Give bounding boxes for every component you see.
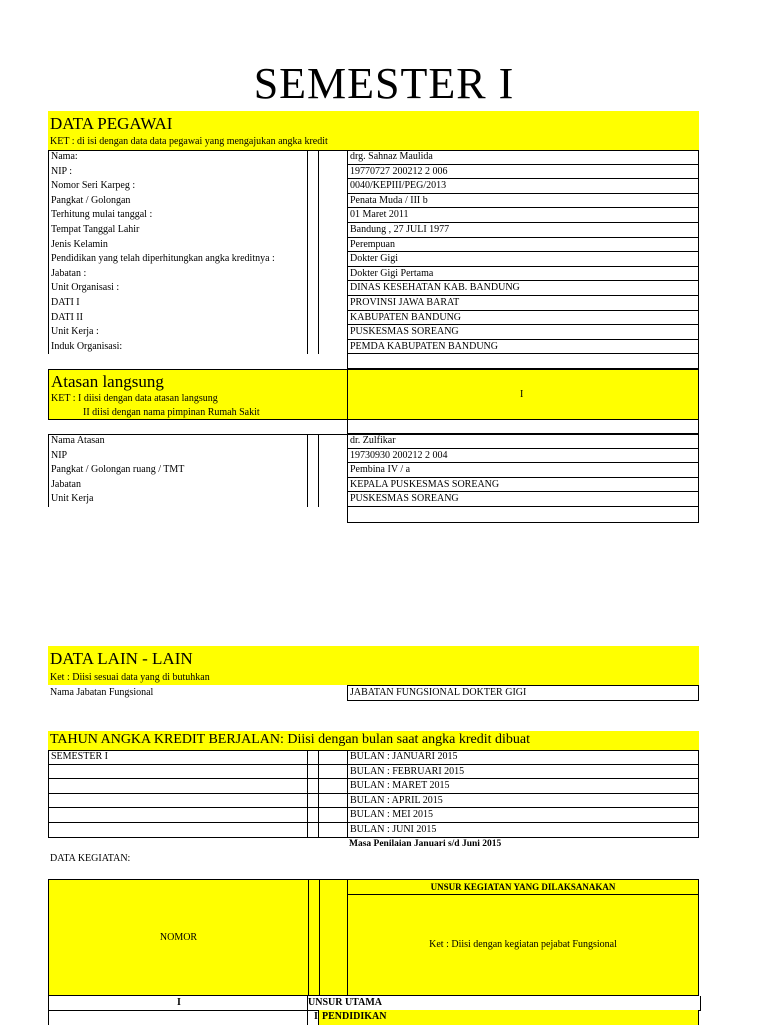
pegawai-label: Nama: [48,150,307,165]
pegawai-value: Dokter Gigi Pertama [347,267,699,282]
tahun-label [48,808,307,823]
atasan-label: NIP [48,449,307,464]
tahun-value: BULAN : MEI 2015 [347,808,699,823]
tahun-spacer-b [318,823,348,838]
pegawai-value: Perempuan [347,238,699,253]
pegawai-value: 0040/KEPIII/PEG/2013 [347,179,699,194]
atasan-spacer-b [318,478,348,493]
pendidikan-text: PENDIDIKAN [318,1010,699,1025]
tahun-row [48,823,699,838]
pegawai-spacer-b [318,267,348,282]
pegawai-value: PEMDA KABUPATEN BANDUNG [347,340,699,355]
pendidikan-no: I [307,1010,318,1025]
tahun-spacer-b [318,750,348,765]
pegawai-row [48,311,699,326]
kegiatan-divider-2 [319,880,320,995]
pegawai-value: KABUPATEN BANDUNG [347,311,699,326]
pegawai-row [48,281,699,296]
tahun-spacer-b [318,794,348,809]
tahun-spacer-b [318,765,348,780]
unsur-header: UNSUR KEGIATAN YANG DILAKSANAKAN [430,882,616,892]
pegawai-spacer-b [318,238,348,253]
pegawai-label: Pangkat / Golongan [48,194,307,209]
tahun-value: BULAN : JANUARI 2015 [347,750,699,765]
atasan-value: dr. Zulfikar [347,434,699,449]
data-lain-label: Nama Jabatan Fungsional [50,687,154,698]
pegawai-row [48,223,699,238]
pegawai-value: PROVINSI JAWA BARAT [347,296,699,311]
atasan-row [48,449,699,464]
data-pegawai-ket: KET : di isi dengan data data pegawai yang mengajukan angka kredit [50,136,328,147]
pegawai-spacer-b [318,208,348,223]
pegawai-label: Jenis Kelamin [48,238,307,253]
atasan-spacer-b [318,434,348,449]
atasan-band [48,369,699,420]
data-lain-ket: Ket : Diisi sesuai data yang di butuhkan [50,672,210,683]
pegawai-label: NIP : [48,165,307,180]
atasan-ket-line1: KET : I diisi dengan data atasan langsung [51,393,218,404]
atasan-ket-line2: II diisi dengan nama pimpinan Rumah Sakit [83,407,260,418]
atasan-label: Jabatan [48,478,307,493]
kegiatan-divider-1 [308,880,309,995]
atasan-row [48,434,699,449]
pegawai-extra-cell [347,354,699,369]
atasan-row [48,478,699,493]
pegawai-row [48,238,699,253]
atasan-label: Nama Atasan [48,434,307,449]
unsur-utama-no: I [48,996,307,1011]
pegawai-row [48,194,699,209]
tahun-row [48,765,699,780]
pegawai-spacer-b [318,325,348,340]
pendidikan-row [48,1010,699,1025]
pegawai-label: Terhitung mulai tanggal : [48,208,307,223]
pegawai-spacer-b [318,165,348,180]
pegawai-label: Nomor Seri Karpeg : [48,179,307,194]
atasan-row [48,492,699,507]
pegawai-row [48,165,699,180]
pegawai-label: Induk Organisasi: [48,340,307,355]
pegawai-row [48,179,699,194]
atasan-header: Atasan langsung [51,372,164,391]
pegawai-label: Unit Kerja : [48,325,307,340]
atasan-value: 19730930 200212 2 004 [347,449,699,464]
unsur-utama-row [48,996,699,1011]
atasan-extra-cell [347,507,699,523]
tahun-spacer-b [318,779,348,794]
tahun-value: BULAN : MARET 2015 [347,779,699,794]
kegiatan-ket: Ket : Diisi dengan kegiatan pejabat Fungsional [429,939,617,950]
tahun-row [48,750,699,765]
pegawai-value: Bandung , 27 JULI 1977 [347,223,699,238]
pegawai-spacer-b [318,340,348,355]
atasan-divider [347,369,348,420]
tahun-value: BULAN : APRIL 2015 [347,794,699,809]
pegawai-label: Pendidikan yang telah diperhitungkan angka kreditnya : [48,252,307,267]
data-pegawai-header: DATA PEGAWAI [50,114,173,133]
pegawai-row [48,267,699,282]
pegawai-value: Penata Muda / III b [347,194,699,209]
tahun-label [48,765,307,780]
tahun-value: BULAN : JUNI 2015 [347,823,699,838]
pegawai-row [48,150,699,165]
kegiatan-divider-h [347,894,698,895]
pegawai-value: Dokter Gigi [347,252,699,267]
kegiatan-table-header [48,879,699,996]
data-lain-header: DATA LAIN - LAIN [50,649,193,668]
atasan-label: Unit Kerja [48,492,307,507]
pegawai-label: Unit Organisasi : [48,281,307,296]
pegawai-row [48,208,699,223]
atasan-value: KEPALA PUSKESMAS SOREANG [347,478,699,493]
pegawai-spacer-b [318,179,348,194]
tahun-label: SEMESTER I [48,750,307,765]
pegawai-spacer-b [318,281,348,296]
atasan-spacer-cell [347,420,699,434]
tahun-row [48,794,699,809]
pegawai-row [48,296,699,311]
pegawai-spacer-b [318,296,348,311]
pegawai-spacer-b [318,194,348,209]
atasan-spacer-b [318,449,348,464]
atasan-value: PUSKESMAS SOREANG [347,492,699,507]
pegawai-label: Jabatan : [48,267,307,282]
pegawai-label: DATI I [48,296,307,311]
tahun-header: TAHUN ANGKA KREDIT BERJALAN: Diisi dengan bulan saat angka kredit dibuat [48,731,699,750]
pegawai-spacer-b [318,223,348,238]
unsur-utama-text: UNSUR UTAMA [307,996,701,1011]
atasan-spacer-b [318,463,348,478]
atasan-row [48,463,699,478]
pegawai-label: Tempat Tanggal Lahir [48,223,307,238]
data-lain-band [48,646,699,685]
tahun-row [48,779,699,794]
pegawai-table-top-border [48,150,699,151]
masa-penilaian: Masa Penilaian Januari s/d Juni 2015 [349,839,502,849]
pegawai-value: PUSKESMAS SOREANG [347,325,699,340]
tahun-spacer-b [318,808,348,823]
data-lain-value: JABATAN FUNGSIONAL DOKTER GIGI [347,685,699,701]
pendidikan-no-blank [48,1010,307,1025]
pegawai-value: 01 Maret 2011 [347,208,699,223]
tahun-label [48,779,307,794]
pegawai-row [48,252,699,267]
atasan-value: Pembina IV / a [347,463,699,478]
pegawai-value: 19770727 200212 2 006 [347,165,699,180]
pegawai-value: DINAS KESEHATAN KAB. BANDUNG [347,281,699,296]
page-title: SEMESTER I [253,59,515,108]
pegawai-value: drg. Sahnaz Maulida [347,150,699,165]
pegawai-spacer-b [318,252,348,267]
atasan-roman: I [520,389,524,400]
atasan-label: Pangkat / Golongan ruang / TMT [48,463,307,478]
pegawai-spacer-b [318,311,348,326]
atasan-spacer-b [318,492,348,507]
nomor-header: NOMOR [159,932,198,943]
tahun-value: BULAN : FEBRUARI 2015 [347,765,699,780]
data-kegiatan-label: DATA KEGIATAN: [50,853,131,864]
pegawai-label: DATI II [48,311,307,326]
pegawai-spacer-b [318,150,348,165]
pegawai-row [48,325,699,340]
data-pegawai-band [48,111,699,150]
pegawai-row [48,340,699,355]
tahun-label [48,823,307,838]
tahun-row [48,808,699,823]
tahun-label [48,794,307,809]
